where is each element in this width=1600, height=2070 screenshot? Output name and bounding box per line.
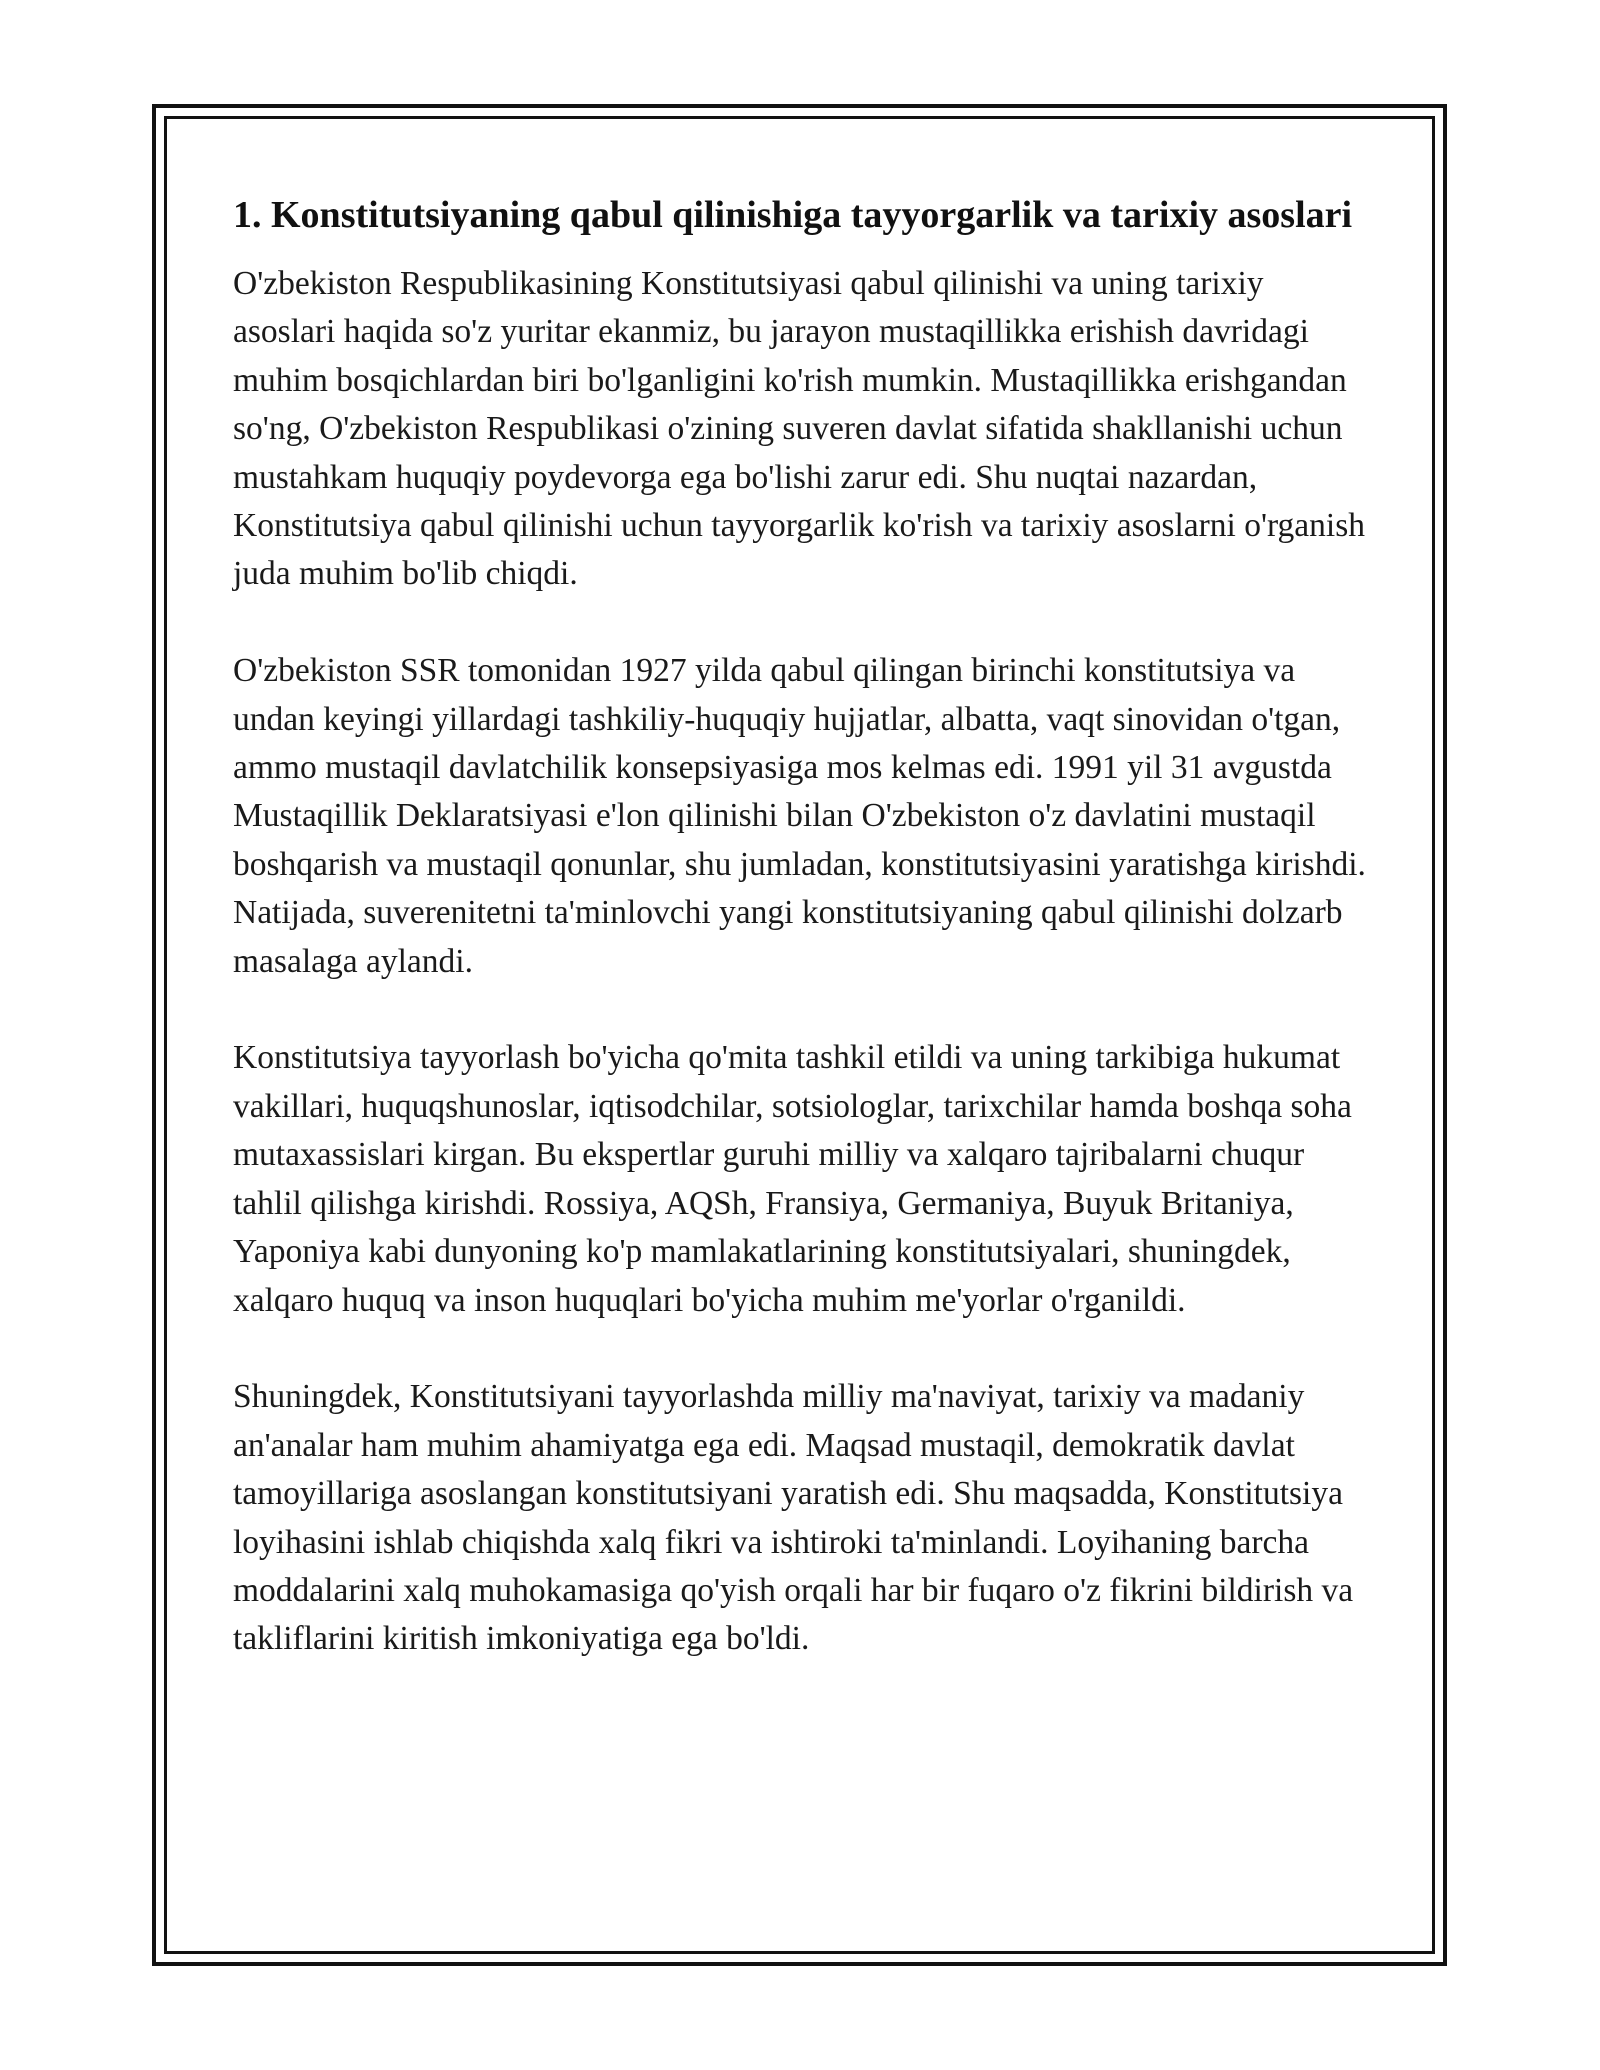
section-heading: 1. Konstitutsiyaning qabul qilinishiga tayyorgarlik va tarixiy asoslari [233,194,1353,236]
document-body [233,188,1373,1664]
paragraph-2: O'zbekiston SSR tomonidan 1927 yilda qabul qilingan birinchi konstitutsiya va undan keyingi yillardagi tashkiliy-huquqiy hujjatlar, albatta, vaqt sinovidan o'tgan, ammo mustaqil davlatchilik konsepsiyasiga mos kelmas edi. 1991 yil 31 avgustda Mustaqillik Deklaratsiyasi e'lon qilinishi bilan O'zbekiston o'z davlatini mustaqil boshqarish va mustaqil qonunlar, shu jumladan, konstitutsiyasini yaratishga kirishdi. Natijada, suverenitetni ta'minlovchi yangi konstitutsiyaning qabul qilinishi dolzarb masalaga aylandi. [233,652,1366,980]
paragraph-4: Shuningdek, Konstitutsiyani tayyorlashda milliy ma'naviyat, tarixiy va madaniy an'analar ham muhim ahamiyatga ega edi. Maqsad mustaqil, demokratik davlat tamoyillariga asoslangan konstitutsiyani yaratish edi. Shu maqsadda, Konstitutsiya loyihasini ishlab chiqishda xalq fikri va ishtiroki ta'minlandi. Loyihaning barcha moddalarini xalq muhokamasiga qo'yish orqali har bir fuqaro o'z fikrini bildirish va takliflarini kiritish imkoniyatiga ega bo'ldi. [233,1378,1354,1658]
paragraph-1: O'zbekiston Respublikasining Konstitutsiyasi qabul qilinishi va uning tarixiy asoslari haqida so'z yuritar ekanmiz, bu jarayon mustaqillikka erishish davridagi muhim bosqichlardan biri bo'lganligini ko'rish mumkin. Mustaqillikka erishgandan so'ng, O'zbekiston Respublikasi o'zining suveren davlat sifatida shakllanishi uchun mustahkam huquqiy poydevorga ega bo'lishi zarur edi. Shu nuqtai nazardan, Konstitutsiya qabul qilinishi uchun tayyorgarlik ko'rish va tarixiy asoslarni o'rganish juda muhim bo'lib chiqdi. [233,265,1366,593]
paragraph-3: Konstitutsiya tayyorlash bo'yicha qo'mita tashkil etildi va uning tarkibiga hukumat vakillari, huquqshunoslar, iqtisodchilar, sotsiologlar, tarixchilar hamda boshqa soha mutaxassislari kirgan. Bu ekspertlar guruhi milliy va xalqaro tajribalarni chuqur tahlil qilishga kirishdi. Rossiya, AQSh, Fransiya, Germaniya, Buyuk Britaniya, Yaponiya kabi dunyoning ko'p mamlakatlarining konstitutsiyalari, shuningdek, xalqaro huquq va inson huquqlari bo'yicha muhim me'yorlar o'rganildi. [233,1039,1352,1319]
